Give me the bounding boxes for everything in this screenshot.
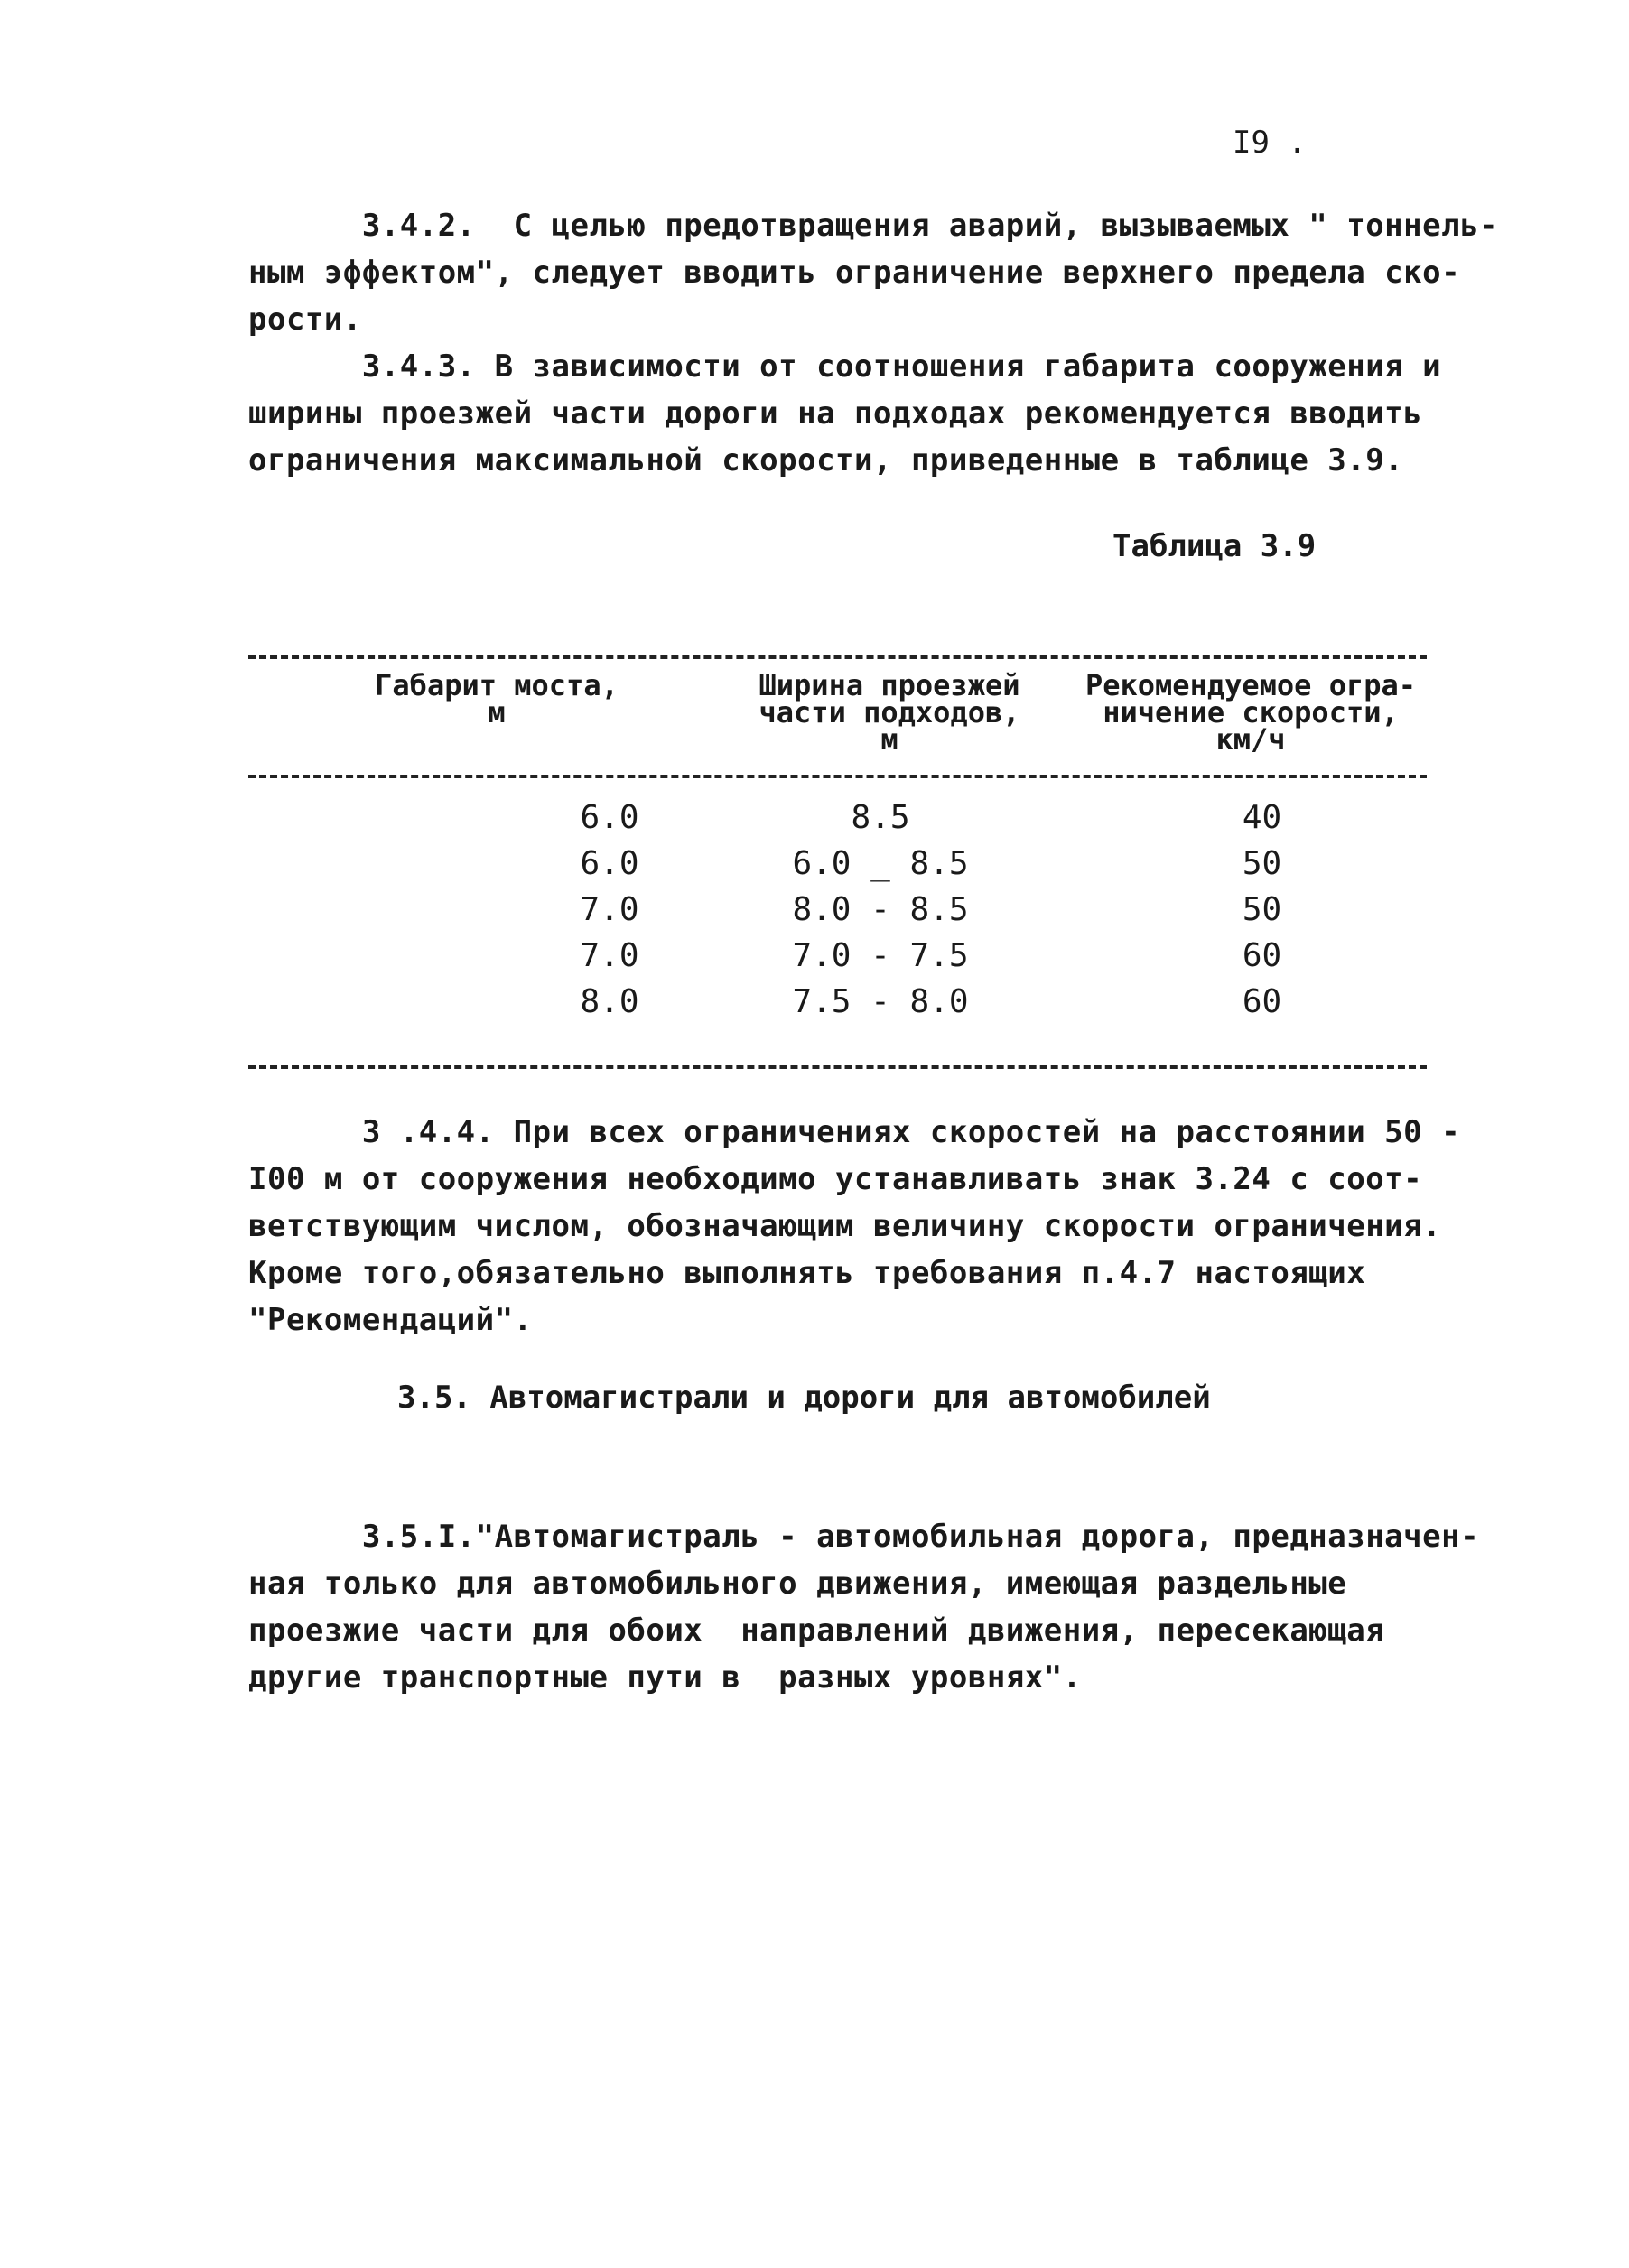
paragraph-line: ветствующим числом, обозначающим величину скорости ограничения.: [248, 1208, 1442, 1244]
cell-speed: 50: [1242, 845, 1282, 882]
paragraph-line: ширины проезжей части дороги на подходах рекомендуется вводить: [248, 395, 1423, 432]
cell-gabarit: 8.0: [580, 983, 639, 1020]
paragraph-line: ограничения максимальной скорости, приведенные в таблице 3.9.: [248, 442, 1404, 479]
header-line: м: [880, 722, 898, 757]
paragraph-line: ная только для автомобильного движения, имеющая раздельные: [248, 1566, 1347, 1602]
cell-speed: 40: [1242, 799, 1282, 836]
paragraph-line: проезжие части для обоих направлений движения, пересекающая: [248, 1613, 1385, 1649]
table-row: [248, 887, 1427, 933]
paragraph-line: "Рекомендаций".: [248, 1302, 533, 1338]
paragraph-line: 3.4.2. С целью предотвращения аварий, вызываемых " тоннель-: [248, 208, 1499, 244]
column-header-shirina: [713, 668, 1066, 757]
cell-shirina: 8.0 - 8.5: [792, 891, 969, 928]
cell-gabarit: 6.0: [580, 845, 639, 882]
paragraph-line: 3.4.3. В зависимости от соотношения габарита сооружения и: [248, 349, 1442, 385]
paragraph-line: 3.5.I."Автомагистраль - автомобильная дорога, предназначен-: [248, 1519, 1480, 1555]
paragraph-line: другие транспортные пути в разных уровнях".: [248, 1659, 1082, 1696]
header-line: км/ч: [1215, 722, 1286, 757]
table-caption: Таблица 3.9: [1112, 528, 1317, 564]
header-line: м: [488, 695, 506, 730]
table-row: [248, 979, 1427, 1025]
column-header-speed: [1061, 668, 1440, 757]
paragraph-line: рости.: [248, 302, 362, 338]
cell-speed: 50: [1242, 891, 1282, 928]
paragraph-line: Кроме того,обязательно выполнять требования п.4.7 настоящих: [248, 1255, 1366, 1291]
header-line: ничение скорости,: [1103, 695, 1399, 730]
paragraph-3-4-3: [248, 343, 1442, 484]
table-top-rule: [248, 655, 1427, 659]
column-header-gabarit: [343, 668, 650, 730]
paragraph-3-4-4: [248, 1109, 1461, 1343]
cell-speed: 60: [1242, 983, 1282, 1020]
paragraph-line: I00 м от сооружения необходимо устанавливать знак 3.24 с соот-: [248, 1161, 1423, 1197]
speed-limit-table: [248, 795, 1427, 1025]
table-row: [248, 933, 1427, 979]
table-row: [248, 841, 1427, 887]
paragraph-3-4-2: [248, 202, 1499, 343]
table-bottom-rule: [248, 1065, 1427, 1069]
paragraph-line: 3 .4.4. При всех ограничениях скоростей на расстоянии 50 -: [248, 1114, 1461, 1150]
header-line: Ширина проезжей: [759, 668, 1020, 702]
cell-shirina: 8.5: [851, 799, 910, 836]
cell-gabarit: 6.0: [580, 799, 639, 836]
header-line: Габарит моста,: [375, 668, 619, 702]
paragraph-3-5-1: [248, 1513, 1480, 1701]
cell-shirina: 7.0 - 7.5: [792, 937, 969, 974]
cell-shirina: 7.5 - 8.0: [792, 983, 969, 1020]
header-line: части подходов,: [759, 695, 1020, 730]
table-row: [248, 795, 1427, 841]
table-header-rule: [248, 775, 1427, 778]
cell-gabarit: 7.0: [580, 891, 639, 928]
header-line: Рекомендуемое огра-: [1084, 668, 1417, 702]
paragraph-line: ным эффектом", следует вводить ограничение верхнего предела ско-: [248, 255, 1461, 291]
cell-shirina: 6.0 _ 8.5: [792, 845, 969, 882]
page-number: I9 .: [1233, 125, 1307, 161]
cell-speed: 60: [1242, 937, 1282, 974]
section-heading-3-5: 3.5. Автомагистрали и дороги для автомобилей: [397, 1380, 1211, 1416]
cell-gabarit: 7.0: [580, 937, 639, 974]
